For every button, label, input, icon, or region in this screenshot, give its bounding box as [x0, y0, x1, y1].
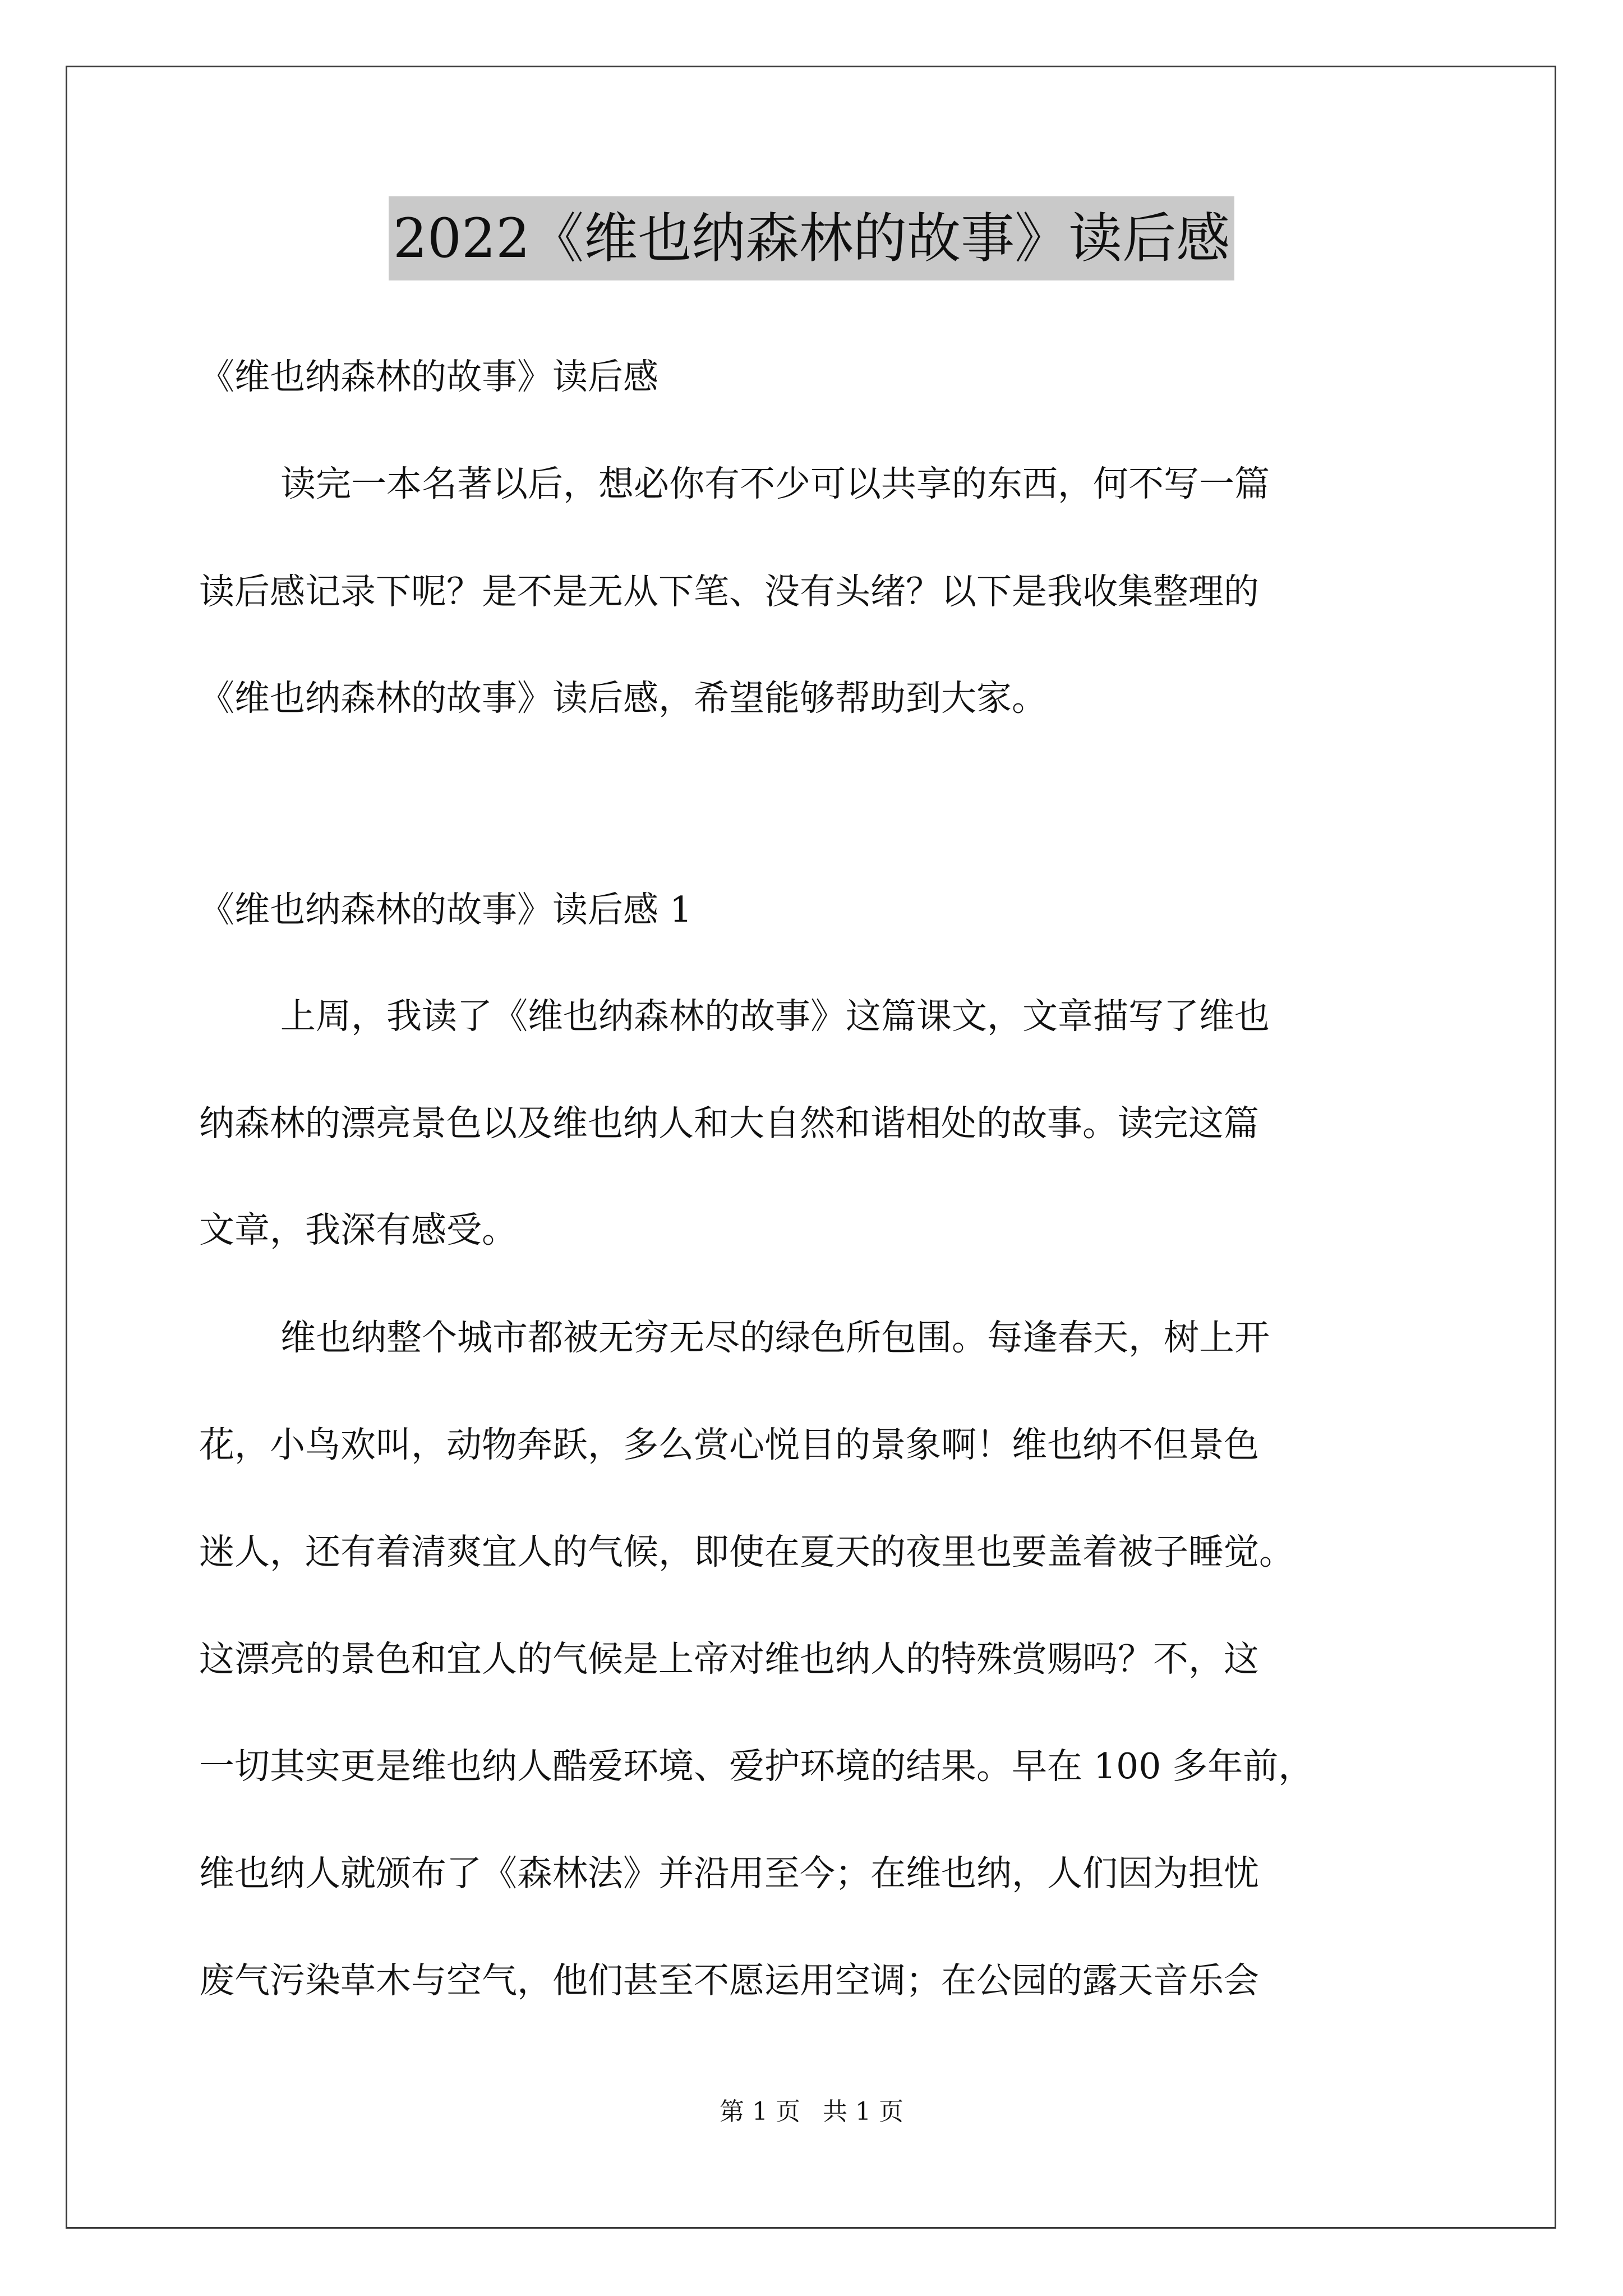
section-heading: 《维也纳森林的故事》读后感 1: [199, 889, 693, 930]
page-total: 共 1 页: [823, 2097, 903, 2126]
paragraph-line: 这漂亮的景色和宜人的气候是上帝对维也纳人的特殊赏赐吗？不，这: [199, 1639, 1259, 1680]
paragraph-line: 文章，我深有感受。: [199, 1209, 517, 1250]
page-footer: [0, 2095, 1623, 2129]
paragraph-line: 读完一本名著以后，想必你有不少可以共享的东西，何不写一篇: [280, 463, 1270, 504]
paragraph-line: 《维也纳森林的故事》读后感，希望能够帮助到大家。: [199, 678, 1047, 719]
paragraph-line: 维也纳整个城市都被无穷无尽的绿色所包围。每逢春天，树上开: [280, 1317, 1270, 1358]
paragraph-line: 废气污染草木与空气，他们甚至不愿运用空调；在公园的露天音乐会: [199, 1960, 1259, 2001]
paragraph-line: 花，小鸟欢叫，动物奔跃，多么赏心悦目的景象啊！维也纳不但景色: [199, 1424, 1259, 1465]
subtitle-line: 《维也纳森林的故事》读后感: [199, 356, 658, 397]
paragraph-line: 上周，我读了《维也纳森林的故事》这篇课文，文章描写了维也: [280, 996, 1270, 1037]
paragraph-line: 维也纳人就颁布了《森林法》并沿用至今；在维也纳，人们因为担忧: [199, 1853, 1259, 1894]
page-number: 第 1 页: [720, 2097, 800, 2126]
paragraph-line: 读后感记录下呢？是不是无从下笔、没有头绪？以下是我收集整理的: [199, 571, 1259, 612]
title-container: [0, 196, 1623, 280]
paragraph-line: 迷人，还有着清爽宜人的气候，即使在夏天的夜里也要盖着被子睡觉。: [199, 1531, 1294, 1572]
paragraph-line: 纳森林的漂亮景色以及维也纳人和大自然和谐相处的故事。读完这篇: [199, 1103, 1259, 1144]
document-title: 2022《维也纳森林的故事》读后感: [389, 196, 1234, 280]
paragraph-line: 一切其实更是维也纳人酷爱环境、爱护环境的结果。早在 100 多年前，: [199, 1746, 1314, 1787]
